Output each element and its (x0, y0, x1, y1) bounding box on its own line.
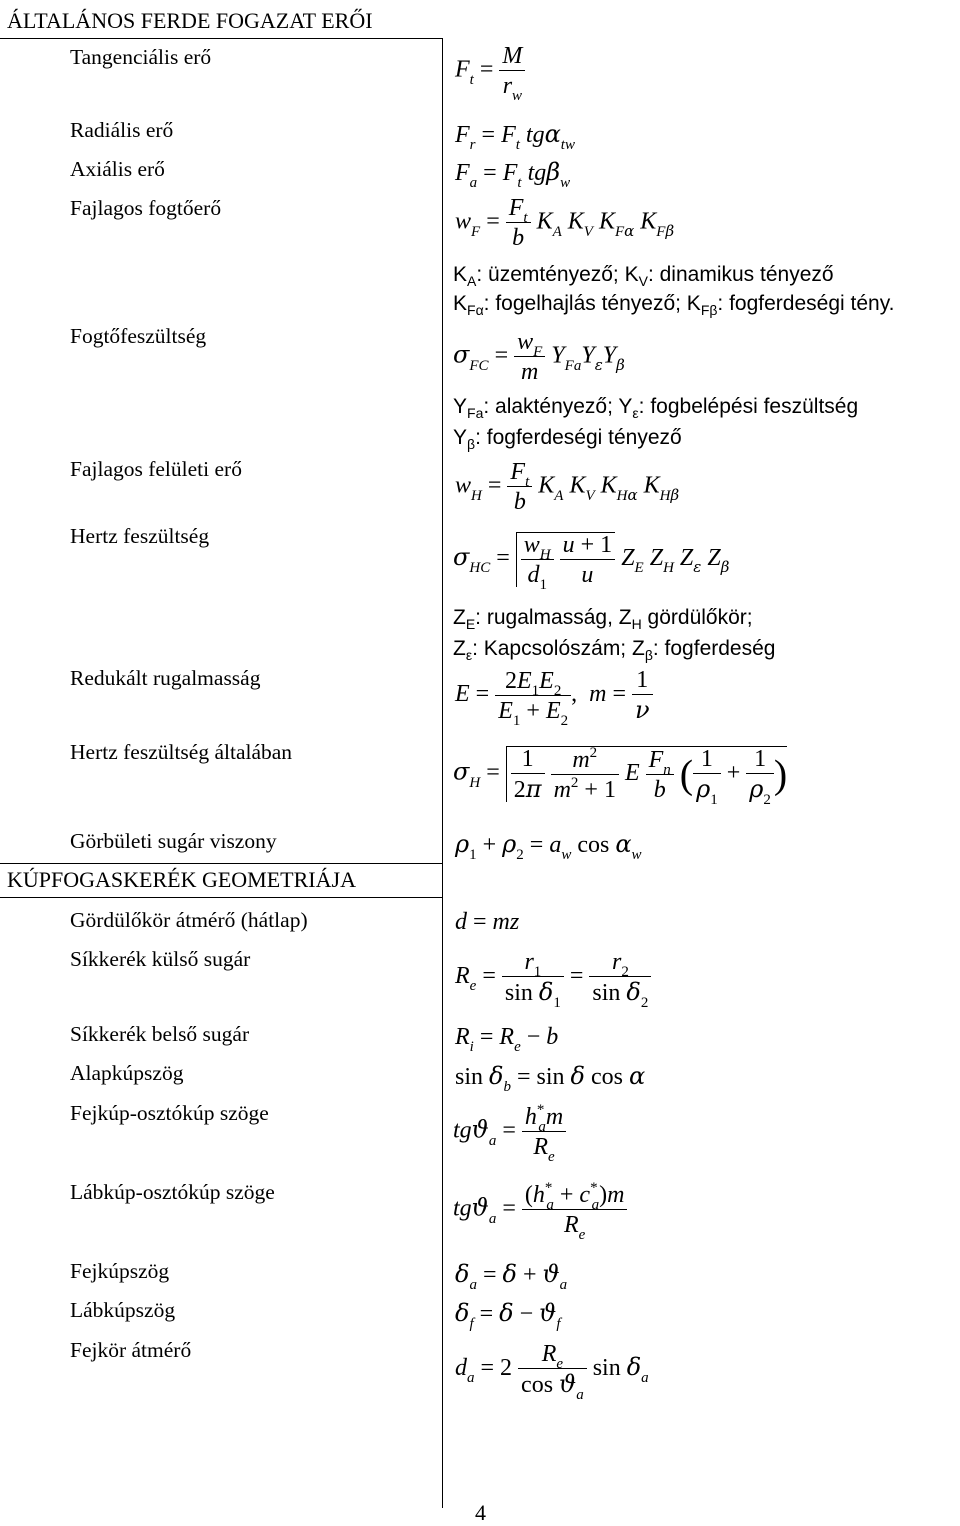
formula-hertz-general: $\sigma_H$ = $\frac{1}{2\pi}$ $\frac{m^2}{m^2 + 1}$ E $\frac{F_n}{b}$ ( $\frac{1}{\rho_1}$ + $\frac{1}{\rho_2}$ ) (453, 744, 788, 808)
label-specific-force: Fajlagos fogtőerő (70, 196, 222, 220)
formula-curvature: $\rho_1 + \rho_2 = a_w$ $\cos \alpha_w$ (455, 830, 642, 863)
label-radial: Radiális erő (70, 118, 174, 142)
formula-base-cone: $\sin \delta_b = \sin \delta$ cos α (455, 1062, 646, 1095)
label-hertz: Hertz feszültség (70, 524, 210, 548)
label-hertz-general: Hertz feszültség általában (70, 740, 293, 764)
formula-addendum-angle: tgϑ$_a$ = $\frac{h^*_am}{R_e}$ (453, 1105, 566, 1159)
label-dedendum-angle: Lábkúp-osztókúp szöge (70, 1180, 275, 1204)
section-rule (0, 863, 442, 864)
formula-hertz: $\sigma_{HC}$ = $\frac{w_H}{d_1}$ $\frac{u + 1}{u}$ $Z_E$ $Z_H$ $Z_\varepsilon$ $Z_\beta$ (453, 532, 730, 593)
formula-crown-inner: $R_i = R_e - b$ (455, 1024, 559, 1055)
label-axial: Axiális erő (70, 157, 165, 181)
formula-reduced-elasticity: E = $\frac{2E_1E_2}{E_1 + E_2}$ , m = $\frac{1}{\nu}$ (455, 668, 653, 723)
formula-crown-outer: $R_e$ = $\frac{r_1}{\sin \delta_1}$ = $\frac{r_2}{\sin \delta_2}$ (455, 950, 651, 1005)
note-k-line1: $K_A$: üzemtényező; $K_V$: dinamikus tényező (453, 263, 834, 290)
formula-root-cone: $\delta_f = \delta - ϑ_f$ (455, 1299, 561, 1332)
formula-dedendum-angle: tgϑ$_a$ = $\frac{(h^*_a + c^*_a)m}{R_e}$ (453, 1183, 627, 1237)
note-y-line1: $Y_{Fa}$: alaktényező; $Y_\varepsilon$: fogbelépési feszültség (453, 395, 859, 422)
formula-specific-surface: $w_H$ = $\frac{F_t}{b}$ $K_A$ $K_V$ $K_{H\alpha}$ $K_{H\beta}$ (455, 459, 680, 515)
label-root-stress: Fogtőfeszültség (70, 324, 207, 348)
page-number: 4 (475, 1500, 486, 1525)
formula-specific-force: $w_F$ = $\frac{F_t}{b}$ $K_A$ $K_V$ $K_{F\alpha}$ $K_{F\beta}$ (455, 195, 675, 251)
note-k-line2: $K_{F\alpha}$: fogelhajlás tényező; $K_{F\beta}$: fogferdeségi tény. (453, 292, 895, 319)
label-crown-inner: Síkkerék belső sugár (70, 1022, 250, 1046)
formula-face-cone: $\delta_a = \delta + ϑ_a$ (455, 1260, 568, 1293)
label-addendum-angle: Fejkúp-osztókúp szöge (70, 1101, 269, 1125)
label-curvature: Görbületi sugár viszony (70, 829, 277, 853)
label-root-cone: Lábkúpszög (70, 1298, 176, 1322)
note-z-line1: $Z_E$: rugalmasság, $Z_H$ gördülőkör; (453, 606, 753, 633)
label-specific-surface: Fajlagos felületi erő (70, 457, 242, 481)
formula-pitch-diameter: d = mz (455, 909, 520, 935)
formula-tangential: $F_t$ = $\frac{M}{r_w}$ (455, 44, 525, 98)
label-base-cone: Alapkúpszög (70, 1061, 184, 1085)
column-divider (442, 38, 443, 1508)
note-z-line2: $Z_\varepsilon$: Kapcsolószám; $Z_\beta$: fogferdeség (453, 637, 776, 664)
section-rule (0, 897, 442, 898)
section-rule (0, 38, 442, 39)
formula-axial: $F_a = F_t$ tgβ$_w$ (455, 158, 571, 191)
section-title-bevel-geometry: KÚPFOGASKERÉK GEOMETRIÁJA (7, 867, 356, 892)
label-crown-outer: Síkkerék külső sugár (70, 947, 251, 971)
label-face-cone: Fejkúpszög (70, 1259, 170, 1283)
label-tangential: Tangenciális erő (70, 45, 212, 69)
formula-tip-diameter: $d_a = 2$ $\frac{R_e}{\cos ϑ_a}$ $\sin \delta_a$ (455, 1341, 649, 1403)
section-title-general-forces: ÁLTALÁNOS FERDE FOGAZAT ERŐI (7, 8, 373, 33)
formula-root-stress: $\sigma_{FC}$ = $\frac{w_F}{m}$ $Y_{Fa}Y_\varepsilon Y_\beta$ (453, 329, 625, 385)
label-reduced-elasticity: Redukált rugalmasság (70, 666, 261, 690)
note-y-line2: $Y_\beta$: fogferdeségi tényező (453, 426, 682, 453)
label-tip-diameter: Fejkör átmérő (70, 1338, 192, 1362)
formula-radial: $F_r = F_t$ tgα$_{tw}$ (455, 120, 575, 153)
label-pitch-diameter: Gördülőkör átmérő (hátlap) (70, 908, 308, 932)
